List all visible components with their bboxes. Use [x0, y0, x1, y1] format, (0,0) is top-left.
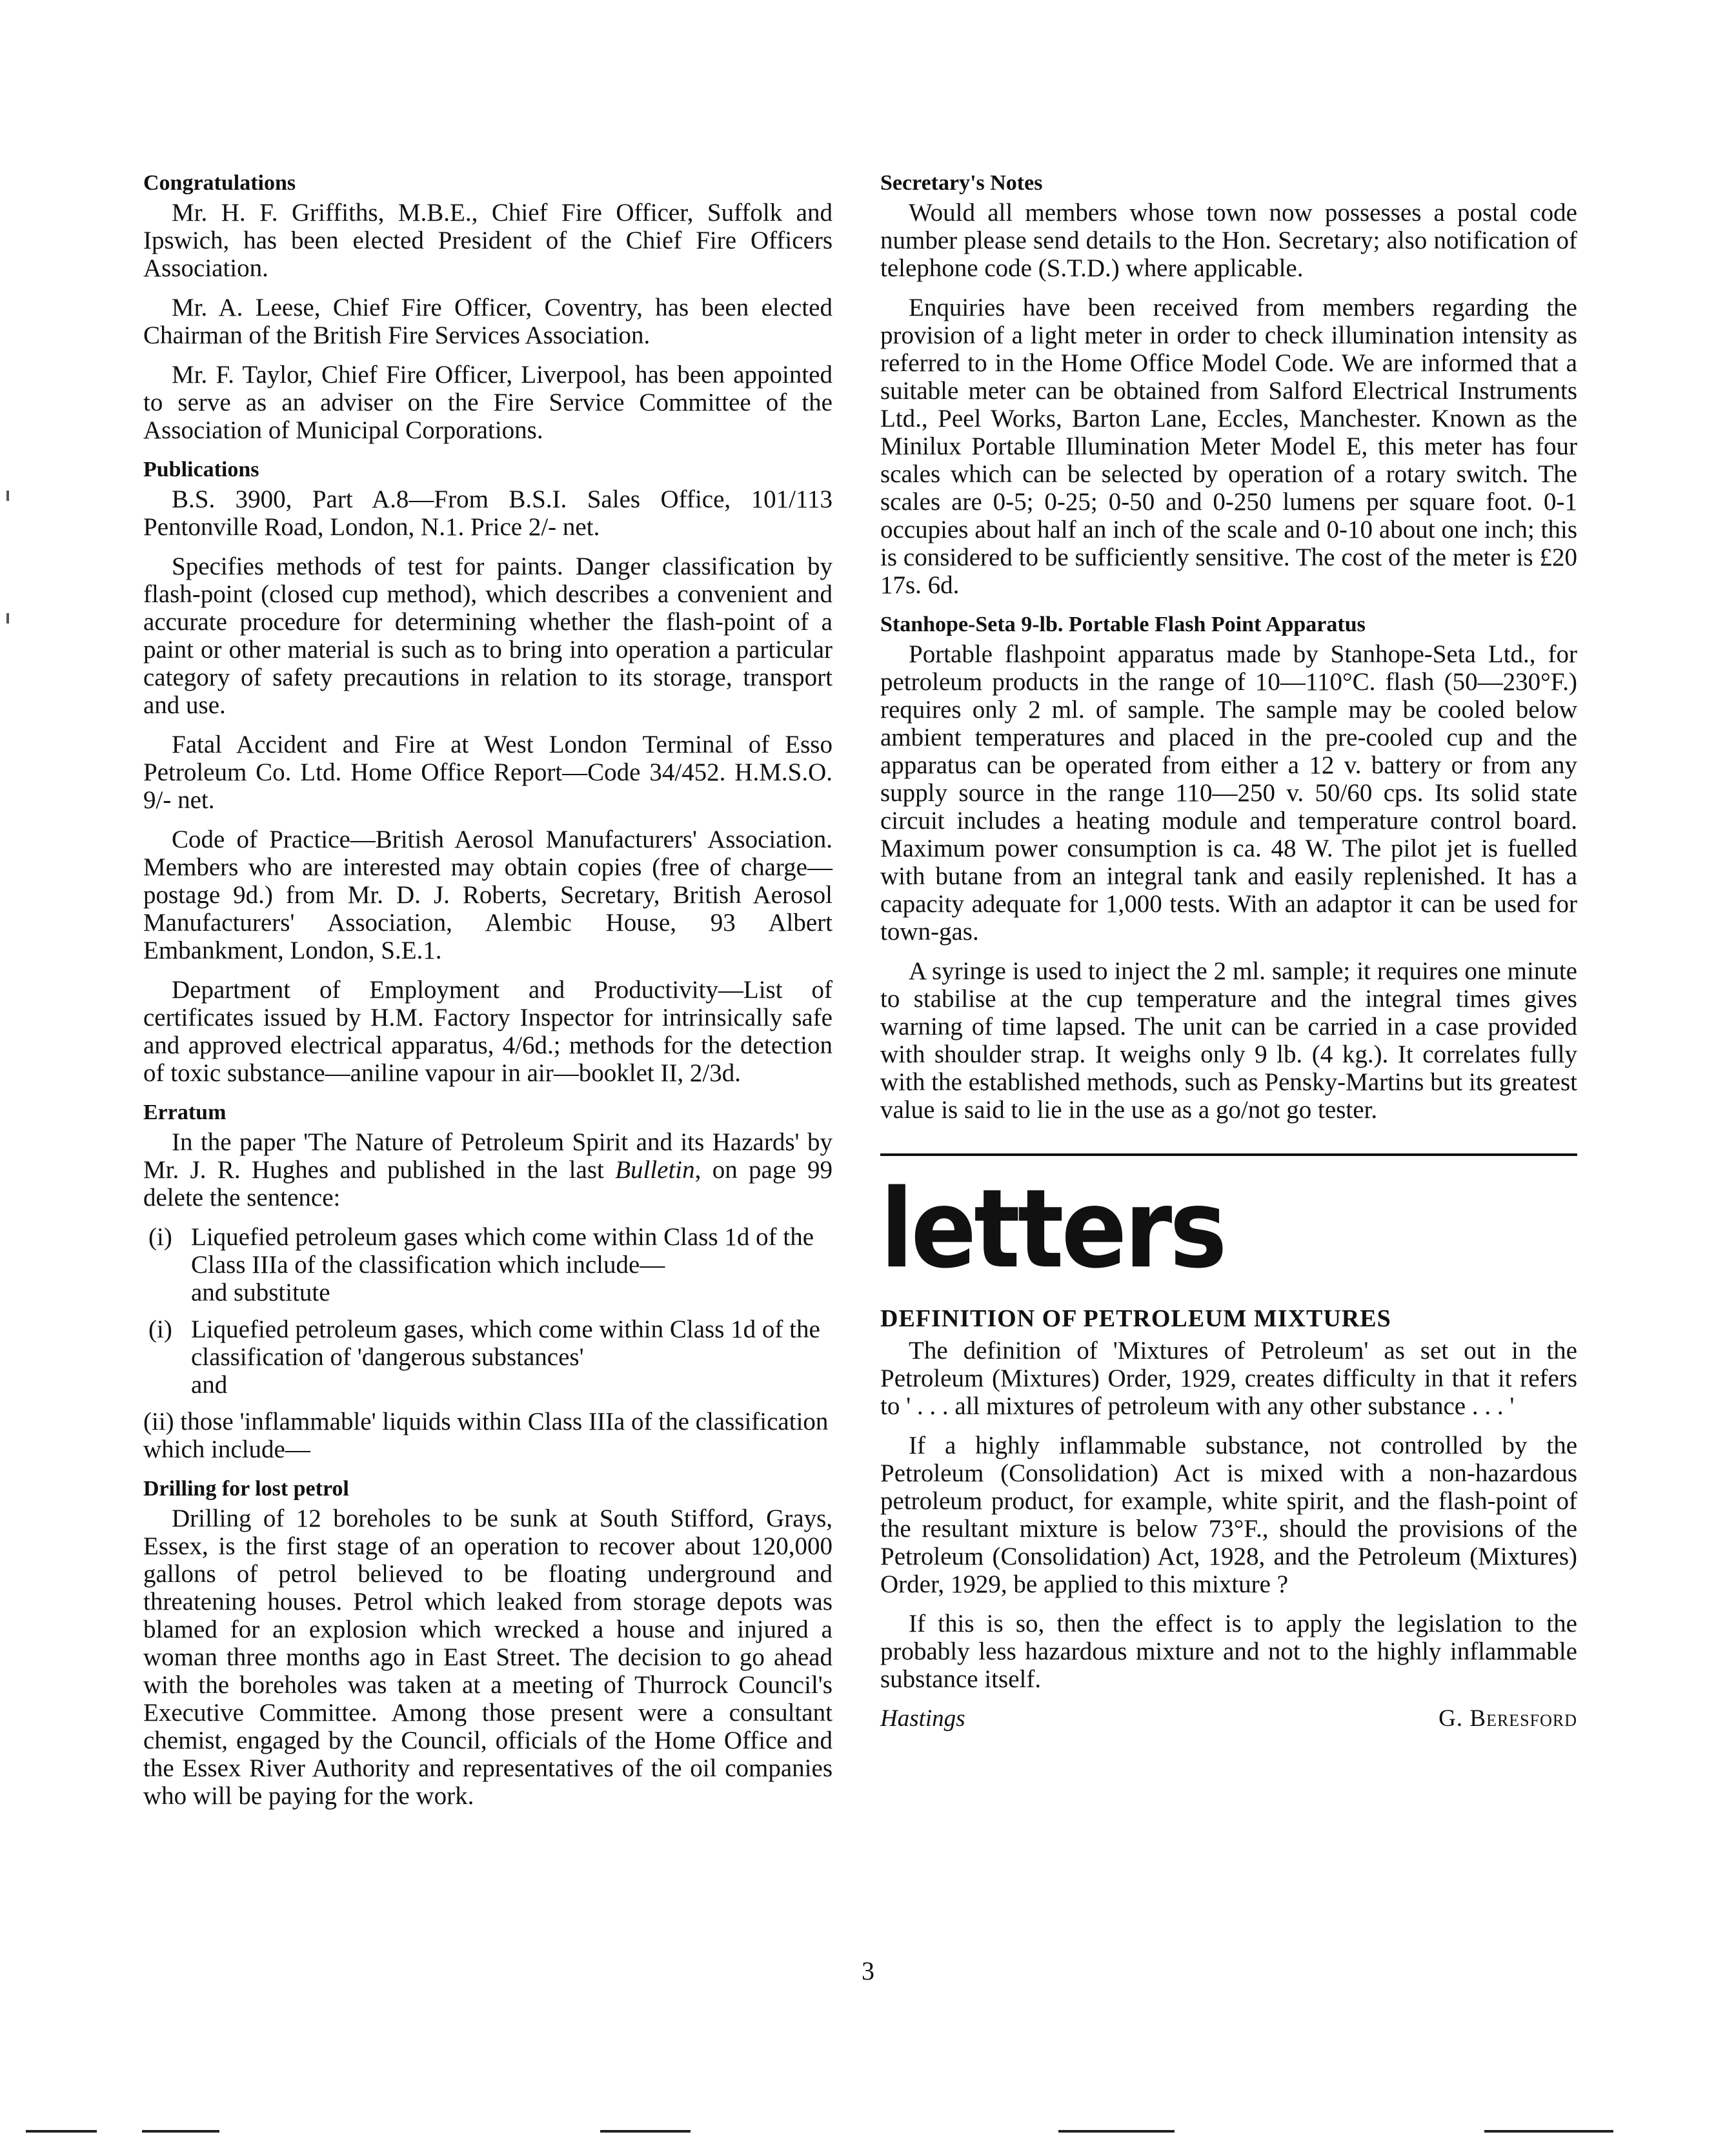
item-number: (i): [148, 1223, 172, 1251]
bulletin-title: Bulletin: [615, 1156, 695, 1184]
congratulations-section: [143, 169, 833, 444]
secretary-notes-heading: Secretary's Notes: [880, 171, 1043, 195]
letter-signature: [880, 1705, 1577, 1733]
letters-section: [880, 1166, 1577, 1733]
stanhope-heading: Stanhope-Seta 9-lb. Portable Flash Point Apparatus: [880, 613, 1366, 636]
congratulations-paragraph: Mr. F. Taylor, Chief Fire Officer, Liverpool, has been appointed to serve as an adviser on the Fire Service Committee of the Association of Municipal Corporations.: [143, 361, 833, 444]
letters-banner: letters: [880, 1166, 1225, 1293]
erratum-intro-text: In the paper 'The Nature of Petroleum Spirit and its Hazards' by Mr. J. R. Hughes and published in the last: [143, 1128, 833, 1184]
scan-mark: [1058, 2130, 1175, 2133]
letter-paragraph: If this is so, then the effect is to apply the legislation to the probably less hazardous mixture and not to the highly inflammable substance itself.: [880, 1610, 1577, 1693]
publications-paragraph: Specifies methods of test for paints. Danger classification by flash-point (closed cup method), which describes a convenient and accurate procedure for determining whether the flash-point of a paint or other material is such as to bring into operation a particular category of safety precautions in relation to its storage, transport and use.: [143, 553, 833, 719]
letter-paragraph: The definition of 'Mixtures of Petroleum' as set out in the Petroleum (Mixtures) Order, 1929, creates difficulty in that it refers to ' . . . all mixtures of petroleum with any other substance . . . ': [880, 1337, 1577, 1420]
erratum-item: (ii) those 'inflammable' liquids within Class IIIa of the classification which include—: [143, 1408, 829, 1463]
item-number: (i): [148, 1315, 172, 1343]
letter-author: G. Beresford: [1438, 1705, 1577, 1732]
publications-section: [143, 456, 833, 1087]
scan-mark: [1484, 2130, 1613, 2133]
stanhope-paragraph: Portable flashpoint apparatus made by Stanhope-Seta Ltd., for petroleum products in the range of 10—110°C. flash (50—230°F.) requires only 2 ml. of sample. The sample may be cooled below ambient temperatures and placed in the pre-cooled cup and the apparatus can be operated from either a 12 v. battery or from any supply source in the range 110—250 v. 50/60 cps. Its solid state circuit includes a heating module and temperature control board. Maximum power consumption is ca. 48 W. The pilot jet is fuelled with butane from an integral tank and easily replenished. It has a capacity adequate for 1,000 tests. With an adaptor it can be used for town-gas.: [880, 640, 1577, 946]
secretary-notes-paragraph: Would all members whose town now possesses a postal code number please send details to the Hon. Secretary; also notification of telephone code (S.T.D.) where applicable.: [880, 199, 1577, 282]
item-continuation: and substitute: [191, 1279, 330, 1306]
scan-mark: [142, 2130, 219, 2133]
scan-mark: [26, 2130, 97, 2133]
erratum-intro: [143, 1128, 833, 1212]
stanhope-paragraph: A syringe is used to inject the 2 ml. sample; it requires one minute to stabilise at the cup temperature and the integral times gives warning of time lapsed. The unit can be carried in a case provided with shoulder strap. It weighs only 9 lb. (4 kg.). It correlates fully with the established methods, such as Pensky-Martins but its greatest value is said to lie in the use as a go/not go tester.: [880, 957, 1577, 1124]
drilling-paragraph: Drilling of 12 boreholes to be sunk at South Stifford, Grays, Essex, is the first stage of an operation to recover about 120,000 gallons of petrol believed to be floating underground and threatening houses. Petrol which leaked from storage depots was blamed for an explosion which wrecked a house and injured a woman three months ago in East Street. The decision to go ahead with the boreholes was taken at a meeting of Thurrock Council's Executive Committee. Among those present were a consultant chemist, engaged by the Council, officials of the Home Office and the Essex River Authority and representatives of the oil companies who will be paying for the work.: [143, 1505, 833, 1810]
right-column: [880, 169, 1577, 1733]
congratulations-paragraph: Mr. H. F. Griffiths, M.B.E., Chief Fire Officer, Suffolk and Ipswich, has been elected President of the Chief Fire Officers Association.: [143, 199, 833, 282]
scan-mark: [6, 491, 9, 501]
item-text: Liquefied petroleum gases which come within Class 1d of the Class IIIa of the classification which include—: [191, 1223, 814, 1279]
publications-paragraph: Code of Practice—British Aerosol Manufacturers' Association. Members who are interested may obtain copies (free of charge—postage 9d.) from Mr. D. J. Roberts, Secretary, British Aerosol Manufacturers' Association, Alembic House, 93 Albert Embankment, London, S.E.1.: [143, 826, 833, 964]
erratum-item: [143, 1223, 833, 1306]
congratulations-heading: Congratulations: [143, 171, 296, 195]
page-number: 3: [862, 1956, 874, 1985]
publications-heading: Publications: [143, 458, 259, 482]
left-column: [143, 169, 833, 1821]
section-divider: [880, 1153, 1577, 1156]
secretary-notes-section: [880, 169, 1577, 599]
congratulations-paragraph: Mr. A. Leese, Chief Fire Officer, Coventry, has been elected Chairman of the British Fire Services Association.: [143, 294, 833, 349]
erratum-intro-text: , on page 99 delete the sentence:: [143, 1156, 833, 1212]
erratum-list: [143, 1223, 833, 1463]
erratum-item: [143, 1315, 833, 1399]
secretary-notes-paragraph: Enquiries have been received from members regarding the provision of a light meter in order to check illumination intensity as referred to in the Home Office Model Code. We are informed that a suitable meter can be obtained from Salford Electrical Instruments Ltd., Peel Works, Barton Lane, Eccles, Manchester. Known as the Minilux Portable Illumination Meter Model E, this meter has four scales which can be selected by operation of a rotary switch. The scales are 0-5; 0-25; 0-50 and 0-250 lumens per square foot. 0-1 occupies about half an inch of the scale and 0-10 about one inch; this is considered to be sufficiently sensitive. The cost of the meter is £20 17s. 6d.: [880, 294, 1577, 599]
letter-place: Hastings: [880, 1705, 965, 1732]
stanhope-section: [880, 611, 1577, 1124]
scan-mark: [600, 2130, 691, 2133]
letter-paragraph: If a highly inflammable substance, not controlled by the Petroleum (Consolidation) Act is mixed with a non-hazardous petroleum product, for example, white spirit, and the flash-point of the resultant mixture is below 73°F., should the provisions of the Petroleum (Consolidation) Act, 1928, and the Petroleum (Mixtures) Order, 1929, be applied to this mixture ?: [880, 1432, 1577, 1598]
item-continuation: and: [191, 1371, 228, 1399]
erratum-section: [143, 1099, 833, 1463]
publications-paragraph: B.S. 3900, Part A.8—From B.S.I. Sales Office, 101/113 Pentonville Road, London, N.1. Price 2/- net.: [143, 485, 833, 541]
scan-mark: [6, 613, 9, 624]
letter-heading: DEFINITION OF PETROLEUM MIXTURES: [880, 1305, 1391, 1332]
drilling-section: [143, 1475, 833, 1810]
publications-paragraph: Department of Employment and Productivity—List of certificates issued by H.M. Factory Inspector for intrinsically safe and approved electrical apparatus, 4/6d.; methods for the detection of toxic substance—aniline vapour in air—booklet II, 2/3d.: [143, 976, 833, 1087]
erratum-heading: Erratum: [143, 1100, 227, 1124]
drilling-heading: Drilling for lost petrol: [143, 1477, 349, 1501]
publications-paragraph: Fatal Accident and Fire at West London Terminal of Esso Petroleum Co. Ltd. Home Office Report—Code 34/452. H.M.S.O. 9/- net.: [143, 731, 833, 814]
item-text: Liquefied petroleum gases, which come within Class 1d of the classification of 'dangerous substances': [191, 1315, 820, 1371]
